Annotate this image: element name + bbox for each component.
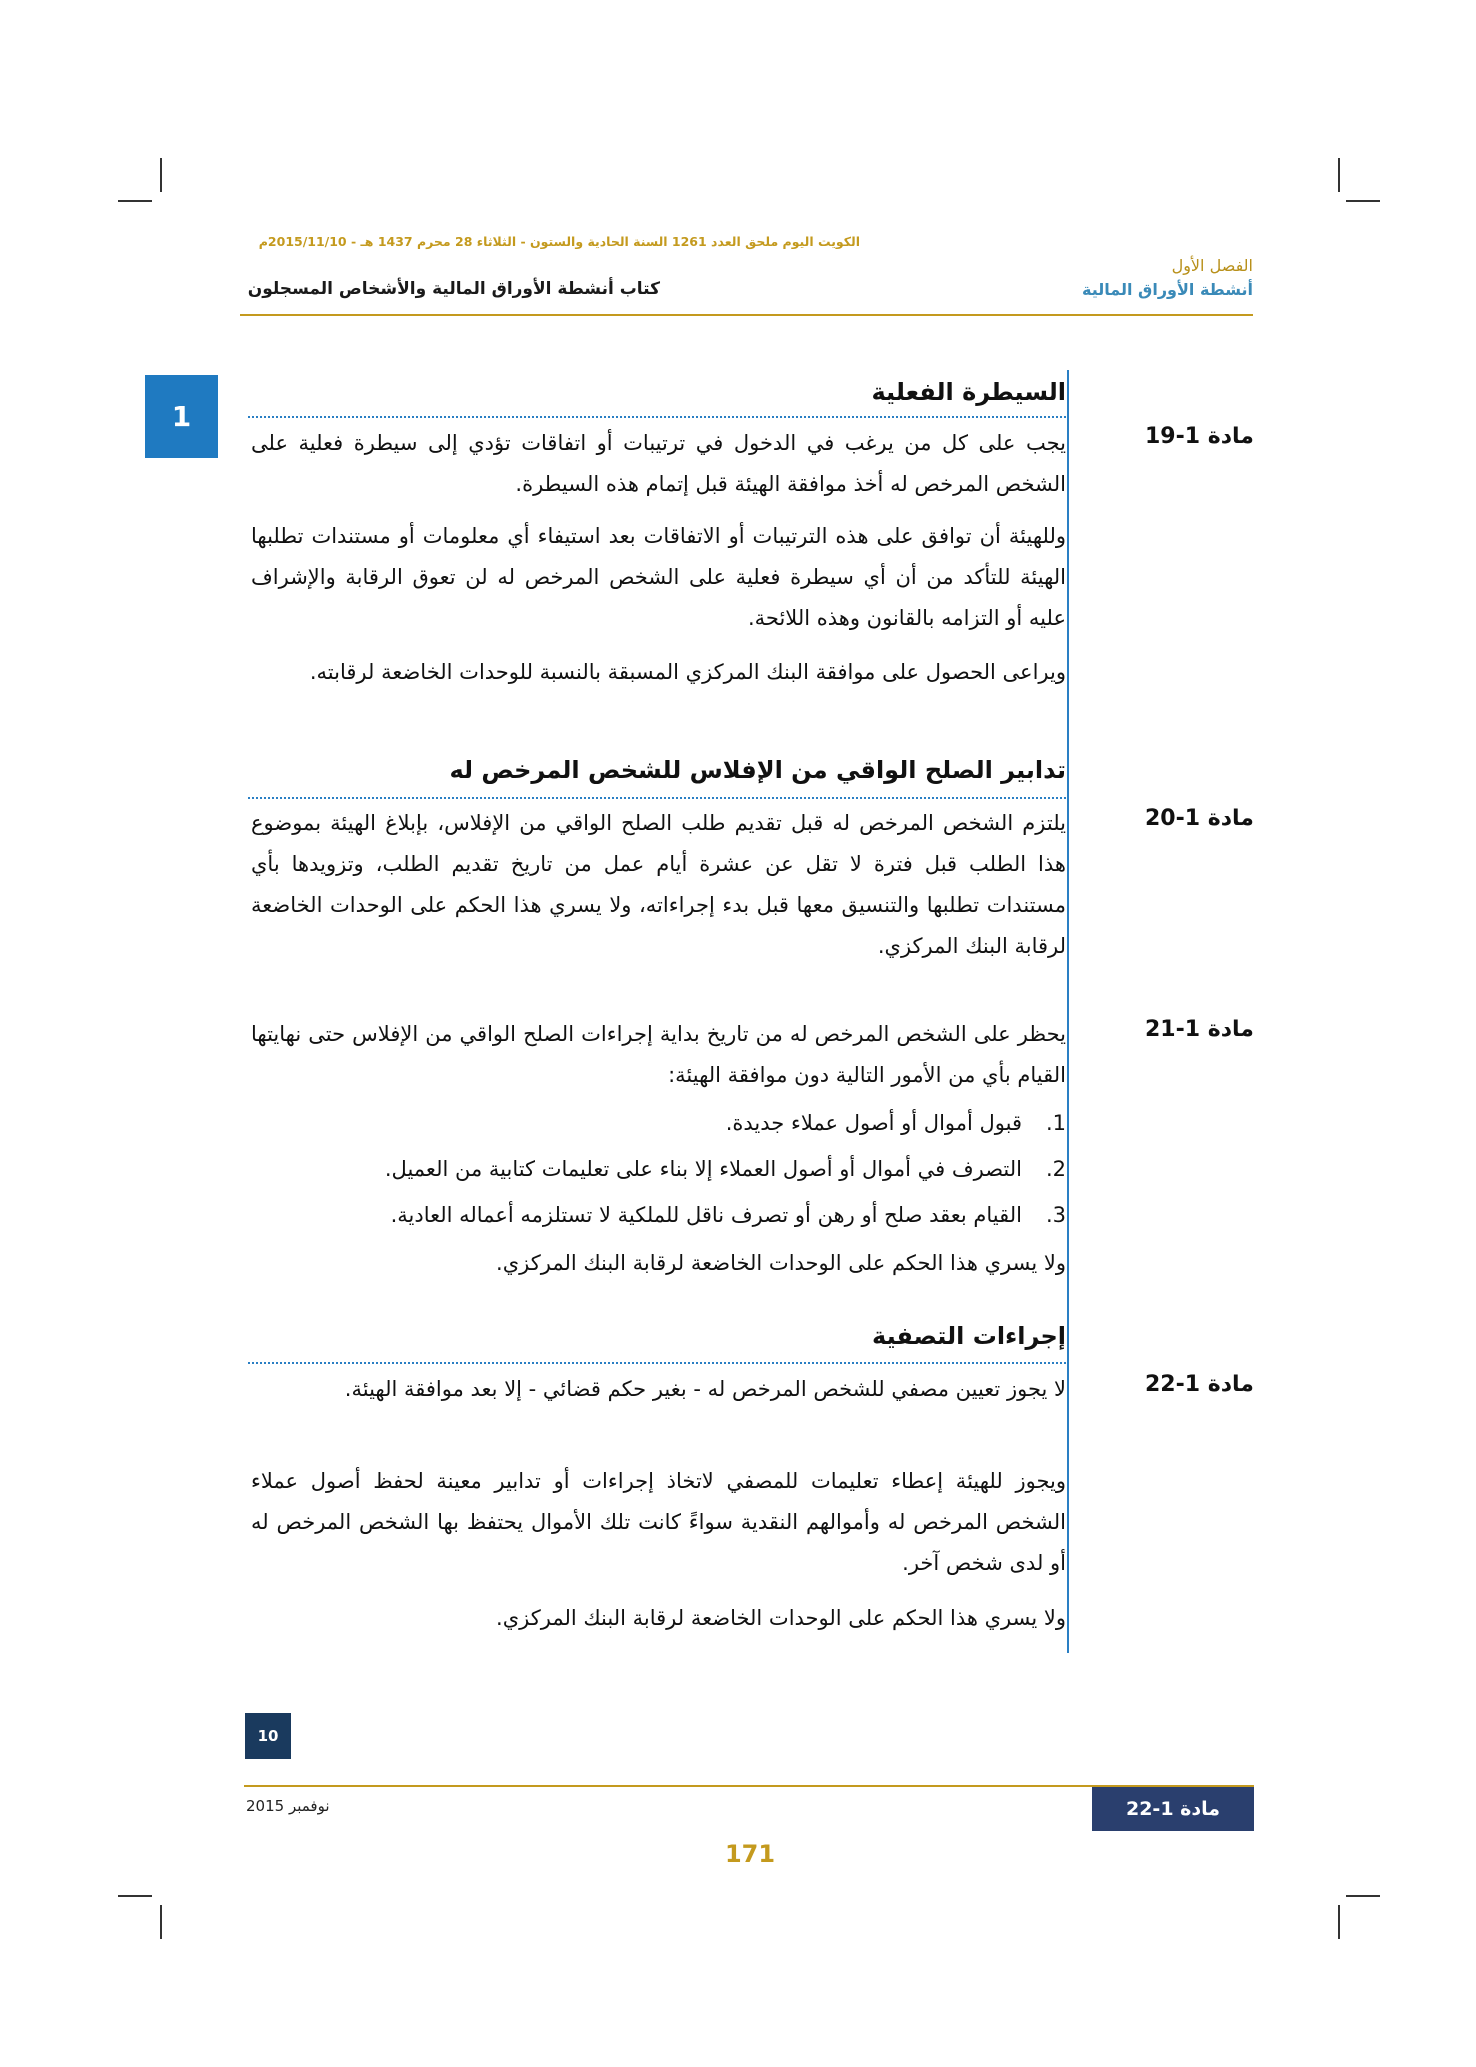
crop-mark (118, 200, 152, 202)
crop-mark (1338, 158, 1340, 192)
list-item-text: قبول أموال أو أصول عملاء جديدة. (725, 1111, 1022, 1135)
article-paragraph: يجب على كل من يرغب في الدخول في ترتيبات أو اتفاقات تؤدي إلى سيطرة فعلية على الشخص المرخص له أخذ موافقة الهيئة قبل إتمام هذه السيطرة. (251, 431, 1066, 496)
list-item-text: التصرف في أموال أو أصول العملاء إلا بناء على تعليمات كتابية من العميل. (384, 1157, 1022, 1181)
crop-mark (1346, 1895, 1380, 1897)
article-label: مادة 1-21 (1145, 1017, 1254, 1042)
article-paragraph: وللهيئة أن توافق على هذه الترتيبات أو الاتفاقات بعد استيفاء أي معلومات أو مستندات تطلبها الهيئة للتأكد من أن أي سيطرة فعلية على الشخص المرخص له لن تعوق الرقابة والإشراف عليه أو التزامه بالقانون وهذه اللائحة. (251, 524, 1066, 630)
section-title: السيطرة الفعلية (871, 378, 1066, 406)
article-paragraph: ولا يسري هذا الحكم على الوحدات الخاضعة لرقابة البنك المركزي. (496, 1606, 1066, 1630)
inner-page-number: 10 (245, 1713, 291, 1759)
article-paragraph: يحظر على الشخص المرخص له من تاريخ بداية إجراءات الصلح الواقي من الإفلاس حتى نهايتها القيام بأي من الأمور التالية دون موافقة الهيئة: (251, 1022, 1066, 1087)
article-paragraph: ولا يسري هذا الحكم على الوحدات الخاضعة لرقابة البنك المركزي. (496, 1251, 1066, 1275)
article-paragraph: ويراعى الحصول على موافقة البنك المركزي المسبقة بالنسبة للوحدات الخاضعة لرقابته. (309, 660, 1066, 684)
article-label: مادة 1-22 (1145, 1372, 1254, 1397)
list-item-number: 1. (1045, 1111, 1066, 1135)
article-label: مادة 1-20 (1145, 806, 1254, 831)
section-divider (248, 797, 1066, 799)
section-label: أنشطة الأوراق المالية (1081, 280, 1253, 299)
footer-article-ref: مادة 1-22 (1092, 1787, 1254, 1831)
footer-date: نوفمبر 2015 (246, 1797, 330, 1815)
gazette-line: الكويت اليوم ملحق العدد 1261 السنة الحادية والستون - الثلاثاء 28 محرم 1437 هـ - 2015/11/10م (258, 234, 860, 249)
page-header (240, 234, 1253, 314)
crop-mark (1338, 1905, 1340, 1939)
chapter-label: الفصل الأول (1171, 256, 1253, 275)
list-item-number: 2. (1045, 1157, 1066, 1181)
section-title: تدابير الصلح الواقي من الإفلاس للشخص المرخص له (449, 756, 1066, 784)
article-paragraph: يلتزم الشخص المرخص له قبل تقديم طلب الصلح الواقي من الإفلاس، بإبلاغ الهيئة بموضوع هذا الطلب قبل فترة لا تقل عن عشرة أيام عمل من تاريخ تقديم الطلب، وتزويدها بأي مستندات تطلبها والتنسيق معها قبل بدء إجراءاته، ولا يسري هذا الحكم على الوحدات الخاضعة لرقابة البنك المركزي. (251, 811, 1066, 958)
chapter-tab: 1 (145, 375, 218, 458)
list-item-text: القيام بعقد صلح أو رهن أو تصرف ناقل للملكية لا تستلزمه أعماله العادية. (390, 1203, 1022, 1227)
book-title: كتاب أنشطة الأوراق المالية والأشخاص المسجلون (247, 279, 660, 299)
section-title: إجراءات التصفية (872, 1322, 1066, 1350)
list-item (276, 1103, 1066, 1144)
section-divider (248, 1362, 1066, 1364)
list-item (276, 1195, 1066, 1236)
article-paragraph: لا يجوز تعيين مصفي للشخص المرخص له - بغير حكم قضائي - إلا بعد موافقة الهيئة. (344, 1377, 1066, 1401)
crop-mark (118, 1895, 152, 1897)
crop-mark (1346, 200, 1380, 202)
crop-mark (160, 1905, 162, 1939)
list-item-number: 3. (1045, 1203, 1066, 1227)
margin-rule (1067, 370, 1069, 1653)
list-item (276, 1149, 1066, 1190)
article-label: مادة 1-19 (1145, 424, 1254, 449)
page-number: 171 (724, 1840, 776, 1868)
crop-mark (160, 158, 162, 192)
section-divider (248, 416, 1066, 418)
article-paragraph: ويجوز للهيئة إعطاء تعليمات للمصفي لاتخاذ إجراءات أو تدابير معينة لحفظ أصول عملاء الشخص المرخص له وأموالهم النقدية سواءً كانت تلك الأموال يحتفظ بها الشخص المرخص له أو لدى شخص آخر. (251, 1469, 1066, 1575)
header-divider (240, 314, 1253, 316)
